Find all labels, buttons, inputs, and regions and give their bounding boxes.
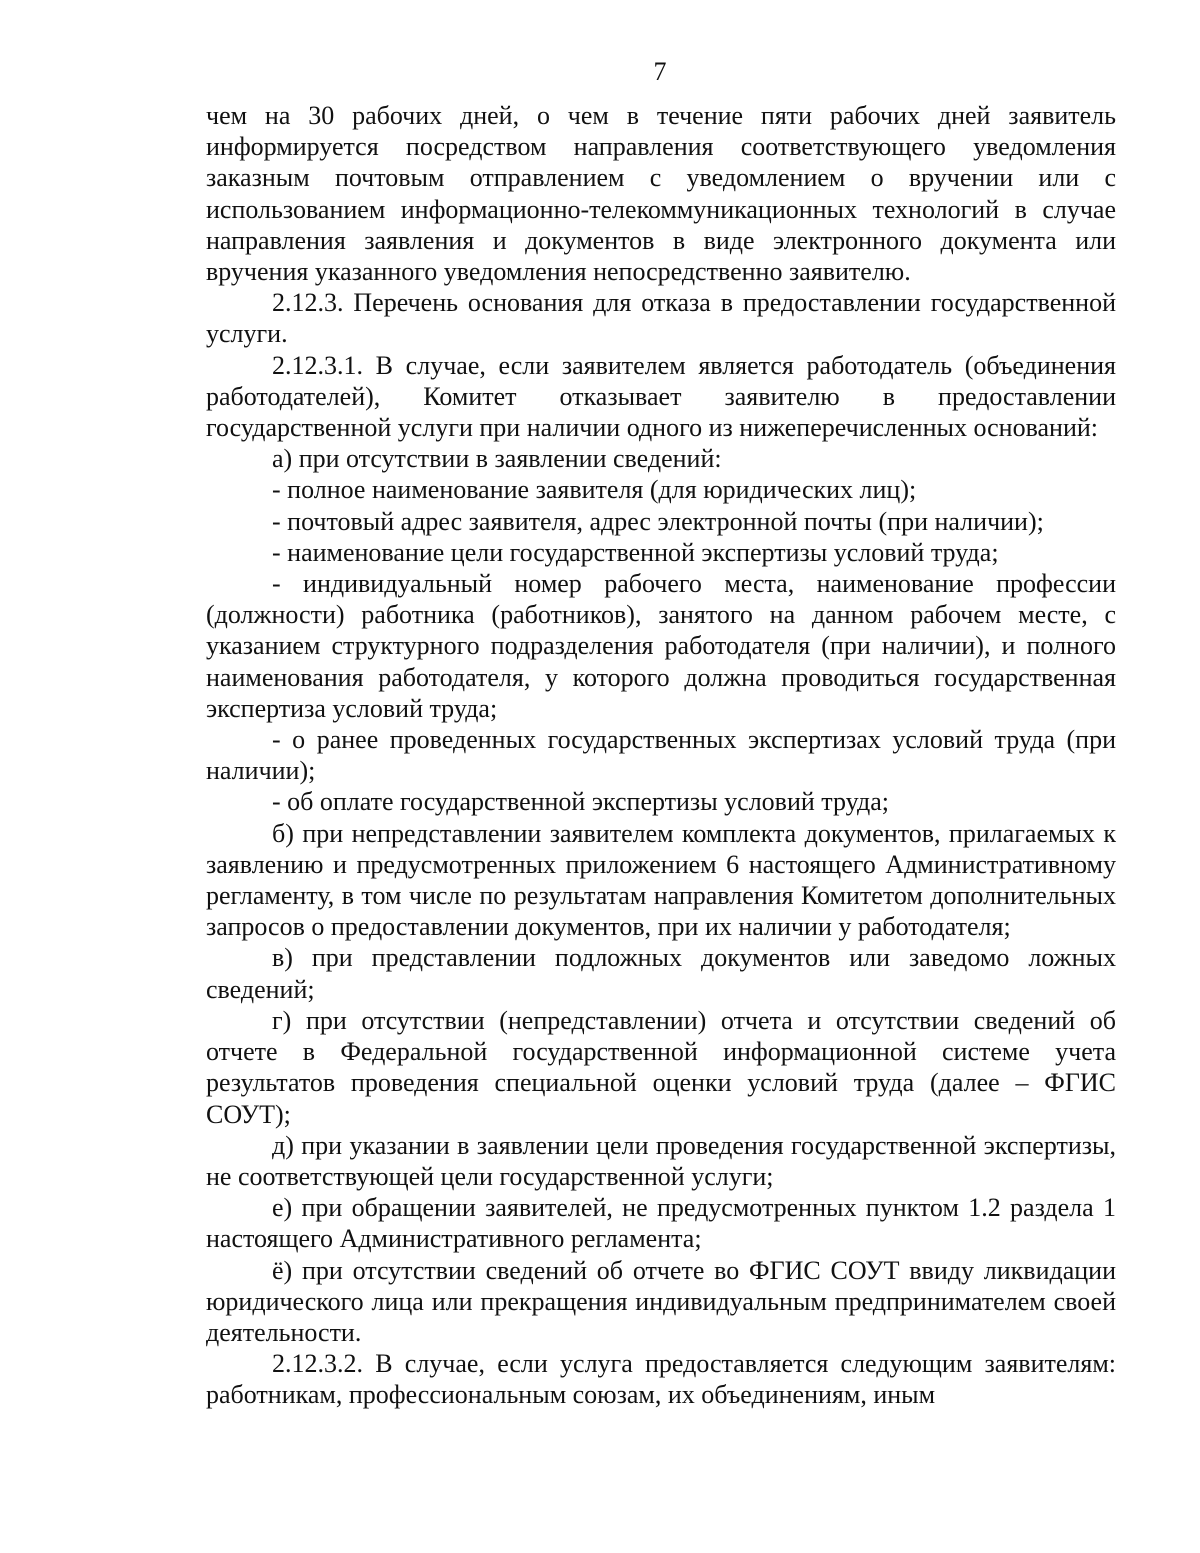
paragraph-dash-postal-address: - почтовый адрес заявителя, адрес электронной почты (при наличии); xyxy=(272,506,1044,536)
paragraph-item-d: д) при указании в заявлении цели проведения государственной экспертизы, не соответствующей цели государственной услуги; xyxy=(206,1130,1116,1191)
paragraph-dash-expertise-purpose: - наименование цели государственной экспертизы условий труда; xyxy=(272,537,999,567)
paragraph-item-b: б) при непредставлении заявителем комплекта документов, прилагаемых к заявлению и предусмотренных приложением 6 настоящего Административному регламенту, в том числе по результатам направления Комитетом дополнительных запросов о предоставлении документов, при их наличии у работодателя; xyxy=(206,818,1116,942)
paragraph-dash-previous-expertise: - о ранее проведенных государственных экспертизах условий труда (при наличии); xyxy=(206,725,1116,786)
paragraph-2-12-3-heading: 2.12.3. Перечень основания для отказа в предоставлении государственной услуги. xyxy=(206,288,1116,349)
page-number: 7 xyxy=(653,57,667,86)
paragraph-dash-full-name: - полное наименование заявителя (для юридических лиц); xyxy=(272,475,917,505)
paragraph-item-yo: ё) при отсутствии сведений об отчете во ФГИС СОУТ ввиду ликвидации юридического лица или прекращения индивидуальным предпринимателем своей деятельности. xyxy=(206,1255,1116,1347)
paragraph-item-g: г) при отсутствии (непредставлении) отчета и отсутствии сведений об отчете в Федеральной государственной информационной системе учета результатов проведения специальной оценки условий труда (далее – ФГИС СОУТ); xyxy=(206,1005,1116,1129)
paragraph-dash-payment: - об оплате государственной экспертизы условий труда; xyxy=(272,787,889,817)
document-body xyxy=(206,100,1116,1411)
paragraph-item-a: а) при отсутствии в заявлении сведений: xyxy=(272,444,722,474)
paragraph-item-e: е) при обращении заявителей, не предусмотренных пунктом 1.2 раздела 1 настоящего Административного регламента; xyxy=(206,1193,1116,1254)
paragraph-item-v: в) при представлении подложных документов или заведомо ложных сведений; xyxy=(206,943,1116,1004)
paragraph-2-12-3-2: 2.12.3.2. В случае, если услуга предоставляется следующим заявителям: работникам, профессиональным союзам, их объединениям, иным xyxy=(206,1349,1116,1410)
paragraph-2-12-3-1: 2.12.3.1. В случае, если заявителем является работодатель (объединения работодателей), Комитет отказывает заявителю в предоставлении государственной услуги при наличии одного из нижеперечисленных оснований: xyxy=(206,350,1116,443)
paragraph-continuation: чем на 30 рабочих дней, о чем в течение пяти рабочих дней заявитель информируется посредством направления соответствующего уведомления заказным почтовым отправлением с уведомлением о вручении или с использованием информационно-телекоммуникационных технологий в случае направления заявления и документов в виде электронного документа или вручения указанного уведомления непосредственно заявителю. xyxy=(206,101,1116,287)
paragraph-dash-workplace-number: - индивидуальный номер рабочего места, наименование профессии (должности) работника (работников), занятого на данном рабочем месте, с указанием структурного подразделения работодателя (при наличии), и полного наименования работодателя, у которого должна проводиться государственная экспертиза условий труда; xyxy=(206,569,1116,723)
